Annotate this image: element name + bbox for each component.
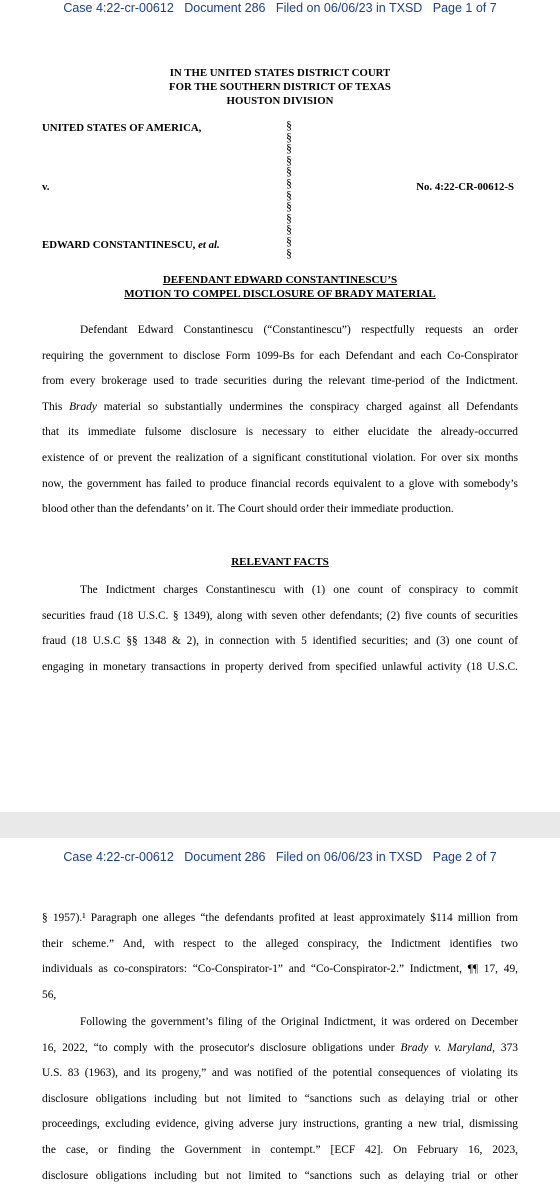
text-line: disclosure obligations including but not limited to “sanctions such as delaying trial or other [42, 1169, 518, 1182]
defendant-suffix: et al. [198, 239, 220, 251]
text-line: 56, [42, 988, 57, 1001]
text-line: disclosure obligations including but not limited to “sanctions such as delaying trial or other [42, 1092, 518, 1105]
section-symbol: § [286, 247, 292, 260]
defendant-name: EDWARD CONSTANTINESCU, [42, 239, 196, 251]
text-line: their scheme.” And, with respect to the alleged conspiracy, the Indictment identifies two [42, 937, 518, 950]
court-line: FOR THE SOUTHERN DISTRICT OF TEXAS [169, 81, 391, 93]
section-symbol: § [286, 224, 292, 237]
text-line: Following the government’s filing of the Original Indictment, it was ordered on December [80, 1016, 518, 1028]
text-line: Defendant Edward Constantinescu (“Constantinescu”) respectfully requests an order [80, 324, 518, 336]
section-symbol: § [286, 212, 292, 225]
document-page-2 [0, 838, 560, 1200]
page-gap [0, 812, 560, 838]
text-line: The Indictment charges Constantinescu with (1) one count of conspiracy to commit [80, 584, 518, 596]
court-line: IN THE UNITED STATES DISTRICT COURT [169, 67, 391, 79]
motion-title-line: MOTION TO COMPEL DISCLOSURE OF BRADY MATERIAL [124, 287, 436, 300]
court-line: HOUSTON DIVISION [226, 95, 334, 107]
motion-title-line: DEFENDANT EDWARD CONSTANTINESCU’S [162, 274, 398, 286]
text-line: 16, 2022, “to comply with the prosecutor's disclosure obligations under Brady v. Maryland, 373 [42, 1041, 518, 1054]
text-line: existence of or prevent the realization of a significant constitutional violation. For over six months [42, 451, 518, 464]
facts-paragraph [42, 578, 518, 680]
text-line: that its immediate fulsome disclosure is necessary to either elucidate the already-occurred [42, 426, 518, 439]
section-symbol: § [286, 201, 292, 214]
ecf-header-stamp: Case 4:22-cr-00612 Document 286 Filed on 06/06/23 in TXSD Page 1 of 7 [63, 1, 497, 15]
text-line: from every brokerage used to trade securities during the relevant time-period of the Indictment. [42, 375, 518, 388]
motion-title [0, 274, 560, 301]
section-symbol-column [282, 121, 296, 260]
text-line: the case, or finding the Government in contempt.” [ECF 42]. On February 16, 2023, [42, 1143, 518, 1156]
text-line: U.S. 83 (1963), and its progeny,” and was notified of the potential consequences of violating its [42, 1067, 518, 1080]
versus-label: v. [42, 181, 50, 193]
relevant-facts-heading: RELEVANT FACTS [231, 556, 329, 568]
text-line: This Brady material so substantially undermines the conspiracy charged against all Defendants [42, 400, 518, 413]
intro-paragraph [42, 318, 518, 523]
section-symbol: § [286, 154, 292, 167]
court-heading [0, 66, 560, 108]
text-line: requiring the government to disclose Form 1099-Bs for each Defendant and each Co-Conspirator [42, 349, 518, 362]
defendant-caption [42, 239, 220, 251]
section-symbol: § [286, 166, 292, 179]
text-line: now, the government has failed to produce financial records equivalent to a glove with somebody’s [42, 477, 518, 490]
section-symbol: § [286, 120, 292, 132]
text-line: § 1957).¹ Paragraph one alleges “the defendants profited at least approximately $114 million from [42, 912, 518, 924]
scheme-paragraph [42, 906, 518, 1008]
section-symbol: § [286, 131, 292, 144]
order-paragraph [42, 1010, 518, 1189]
text-line: fraud (18 U.S.C §§ 1348 & 2), in connection with 5 identified securities; and (3) one count of [42, 635, 518, 648]
text-line: individuals as co-conspirators: “Co-Conspirator-1” and “Co-Conspirator-2.” Indictment, ¶¶ 17, 49, [42, 963, 518, 976]
case-number: No. 4:22-CR-00612-S [416, 181, 514, 193]
section-symbol: § [286, 143, 292, 156]
section-symbol: § [286, 177, 292, 190]
section-symbol: § [286, 235, 292, 248]
text-line: engaging in monetary transactions in property derived from specified unlawful activity (18 U.S.C. [42, 660, 518, 673]
text-line: blood other than the defendants’ on it. The Court should order their immediate production. [42, 503, 454, 516]
text-line: proceedings, excluding evidence, giving adverse jury instructions, granting a new trial, dismissing [42, 1118, 518, 1131]
ecf-header-stamp: Case 4:22-cr-00612 Document 286 Filed on 06/06/23 in TXSD Page 2 of 7 [63, 850, 497, 864]
plaintiff-name: UNITED STATES OF AMERICA, [42, 122, 202, 134]
text-line: securities fraud (18 U.S.C. § 1349), along with seven other defendants; (2) five counts of securities [42, 609, 518, 622]
section-symbol: § [286, 189, 292, 202]
